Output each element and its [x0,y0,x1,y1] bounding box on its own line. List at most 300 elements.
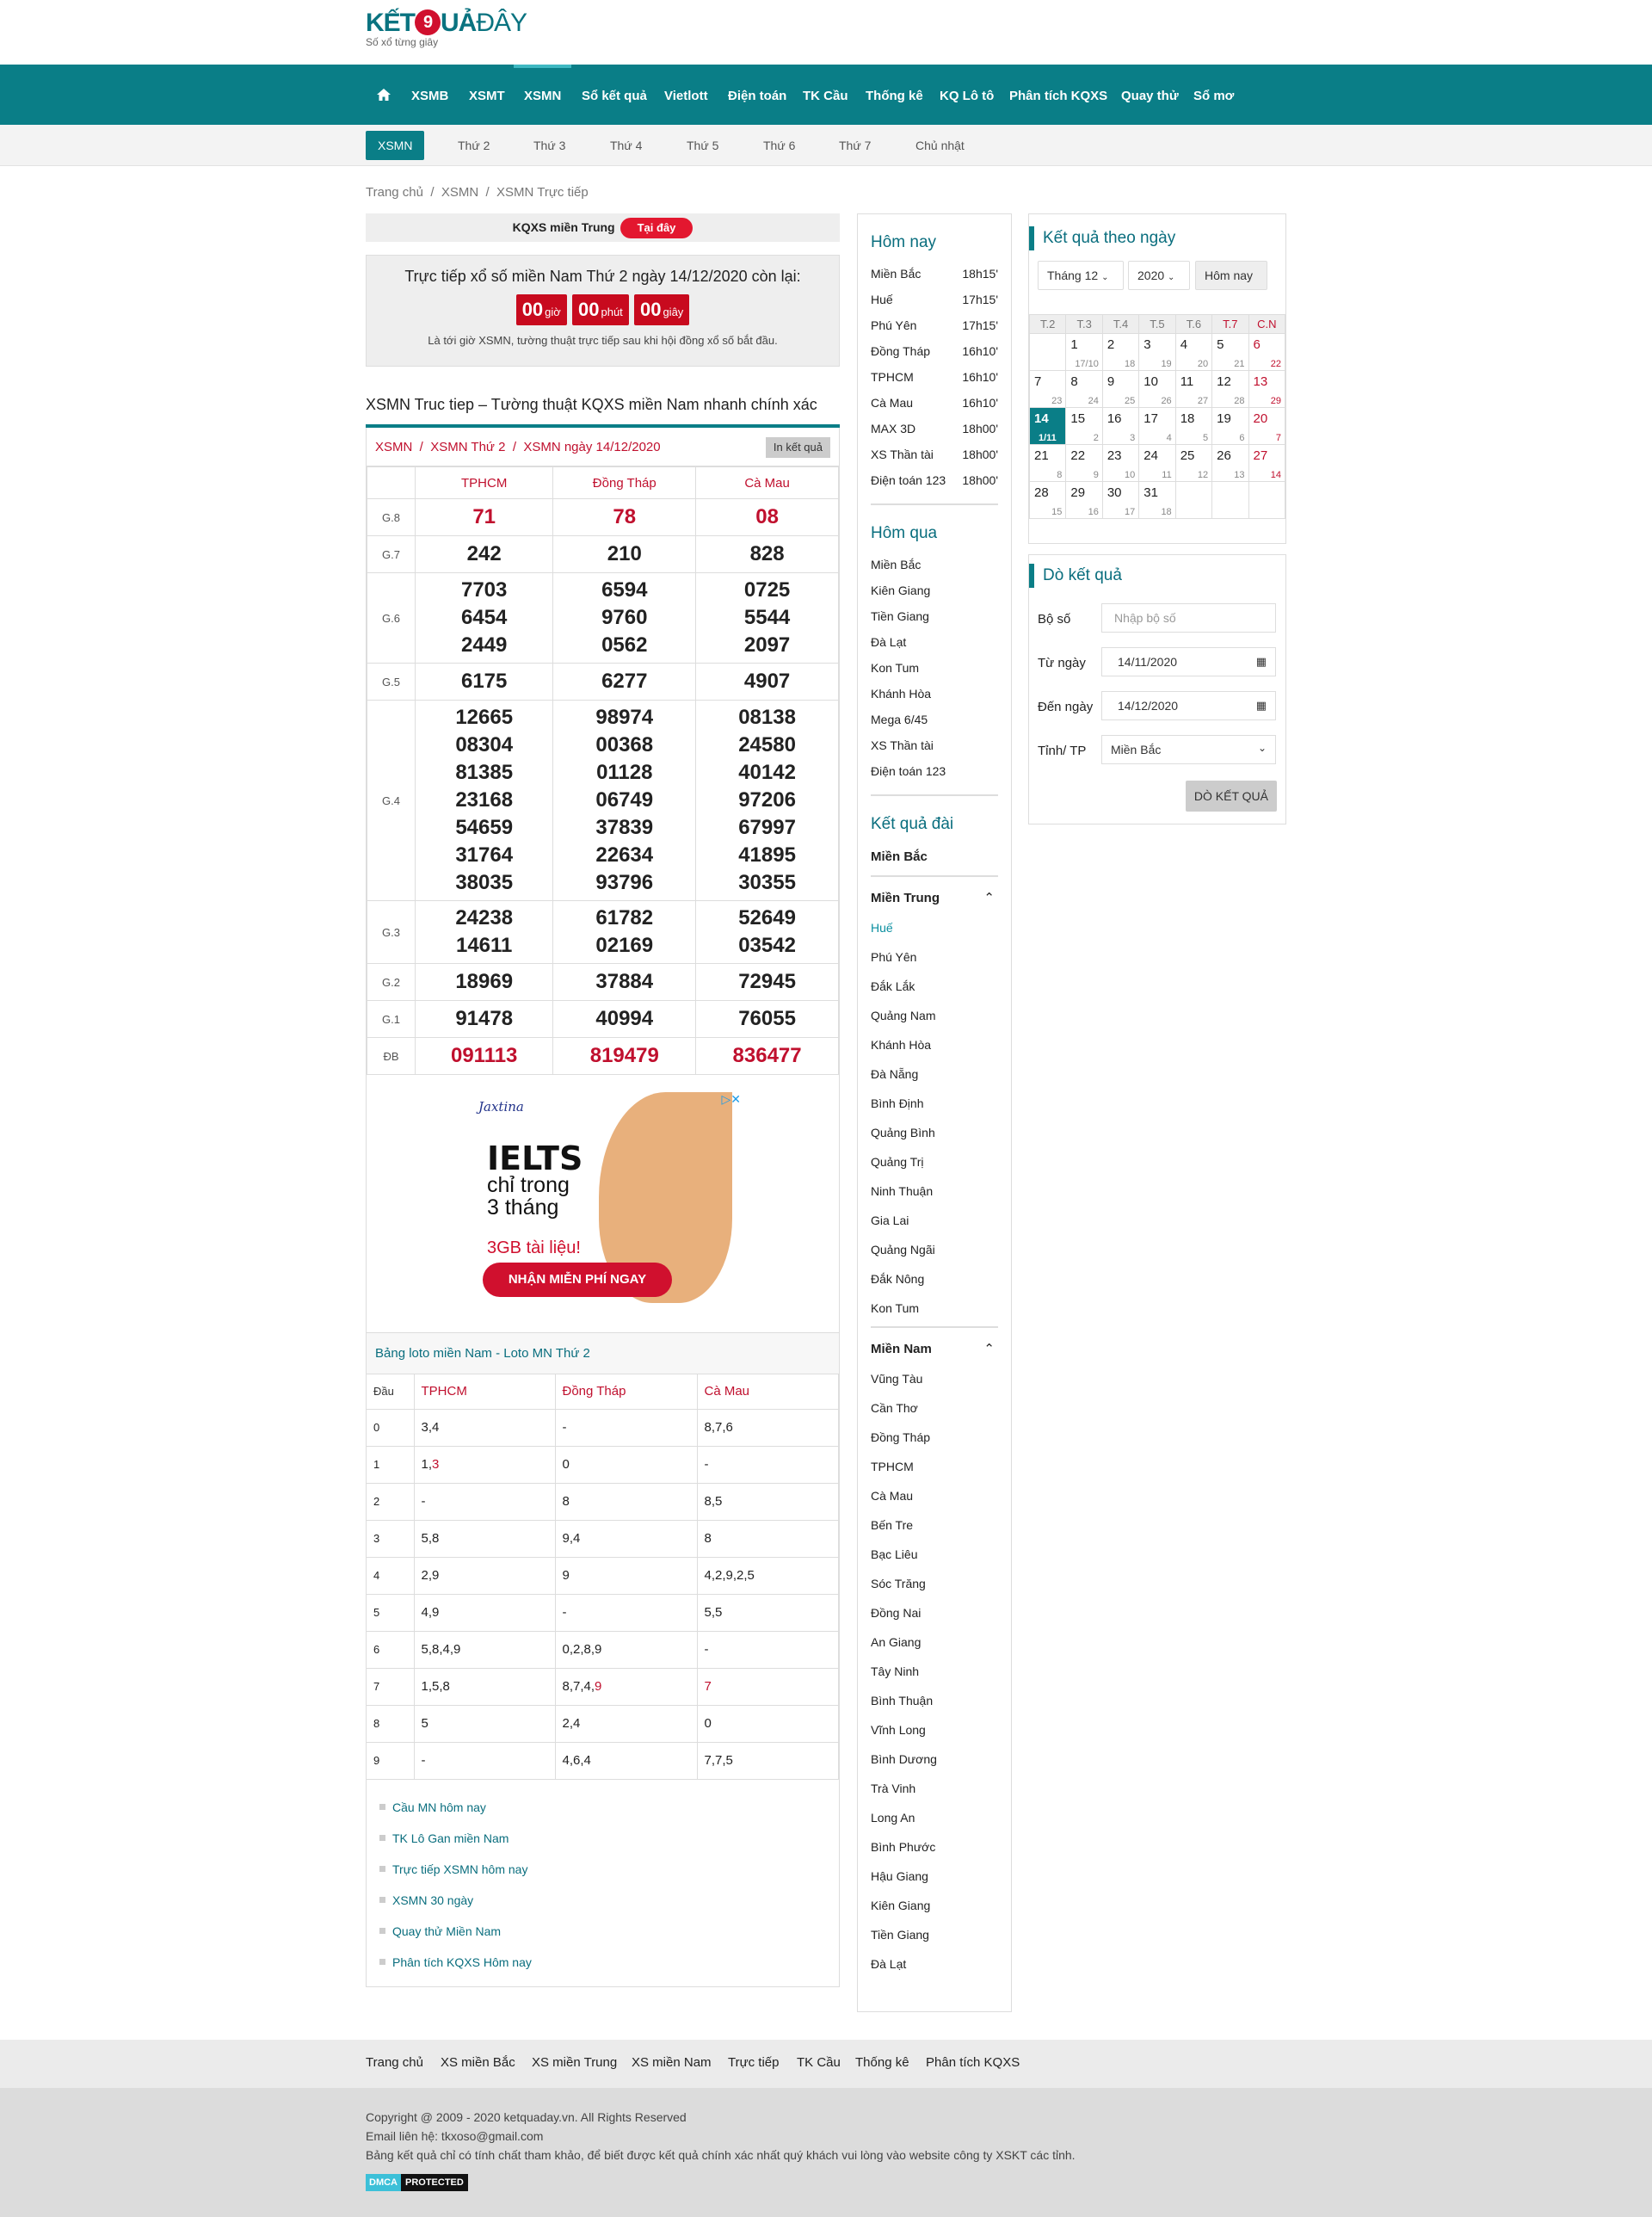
calendar-grid [1029,314,1285,519]
prize-label: G.5 [367,664,416,701]
prize-cell [553,664,696,701]
loto-head-digit: 7 [367,1668,414,1705]
loto-digits: 8,7,4, [562,1679,595,1694]
station-item[interactable]: Bạc Liêu [871,1547,918,1561]
calendar-day[interactable] [1102,371,1138,408]
calendar-day[interactable] [1139,408,1175,445]
calendar-day[interactable] [1139,482,1175,519]
to-date-input[interactable]: 14/12/2020 ▦ [1101,691,1276,720]
station-item[interactable]: Tây Ninh [871,1664,920,1678]
loto-cell [697,1446,839,1483]
calendar-day-number: 9 [1106,374,1115,389]
today-item[interactable] [871,467,998,493]
loto-head-digit: 4 [367,1557,414,1594]
station-item[interactable]: Đắk Lắk [871,979,915,993]
link-30-ngay[interactable]: XSMN 30 ngày [392,1893,474,1907]
today-item[interactable] [871,364,998,390]
station-item[interactable]: Đà Nẵng [871,1067,919,1081]
loto-digits: 1, [421,1457,433,1472]
station-item[interactable]: Đồng Nai [871,1606,922,1620]
station-item[interactable]: Trà Vinh [871,1782,916,1795]
station-item[interactable]: Quảng Bình [871,1126,935,1139]
prize-number: 08304 [455,733,514,756]
results-box [366,428,840,1987]
results-crumb-thu2[interactable]: XSMN Thứ 2 [430,440,506,454]
footer-link[interactable]: XS miền Nam [632,2055,712,2070]
calendar-lunar-date: 24 [1088,396,1099,406]
to-label: Đến ngày [1038,700,1094,714]
station-item[interactable]: Bình Dương [871,1752,937,1766]
footer-link[interactable]: TK Cầu [797,2055,841,2070]
footer-link[interactable]: Trực tiếp [728,2055,780,2070]
footer [0,2088,1652,2217]
calendar-lunar-date: 21 [1234,359,1245,369]
calendar-day[interactable] [1212,445,1248,482]
calendar-day[interactable] [1175,408,1211,445]
home-icon[interactable] [376,65,391,125]
today-item[interactable] [871,442,998,467]
prize-number: 91478 [455,1007,514,1030]
breadcrumb-xsmn[interactable]: XSMN [441,185,479,200]
calendar-day[interactable] [1175,334,1211,371]
disclaimer: Bảng kết quả chỉ có tính chất tham khảo, để biết được kết quả chính xác nhất quý khách vui lòng vào website công ty XSKT các tỉnh. [366,2148,1076,2162]
today-button[interactable]: Hôm nay [1195,261,1267,290]
today-item-time: 16h10' [962,344,998,358]
loto-header: TPHCM [414,1374,555,1409]
month-select[interactable]: Tháng 12 ⌄ [1038,261,1124,290]
subnav-thu-6[interactable]: Thứ 6 [763,139,796,152]
header [0,0,1652,65]
nav-dien-toan[interactable]: Điện toán [728,89,787,103]
calendar-day[interactable] [1139,445,1175,482]
loto-digits: 0 [704,1716,712,1731]
calendar-icon[interactable]: ▦ [1255,699,1267,712]
ad-brand: Jaxtina [478,1099,524,1115]
tai-day-button[interactable]: Tại đây [620,218,693,238]
subnav-thu-5[interactable]: Thứ 5 [687,139,719,152]
prize-row [367,536,839,573]
prize-cell [416,701,553,901]
station-item[interactable]: Bến Tre [871,1518,914,1532]
calendar-day[interactable] [1248,334,1285,371]
stations-title: Kết quả đài [871,815,954,833]
calendar-day[interactable] [1139,371,1175,408]
calendar-day[interactable] [1030,408,1066,445]
calendar-day-number: 12 [1217,374,1231,389]
weekday-label: T.2 [1030,315,1066,334]
station-item[interactable]: Phú Yên [871,950,917,964]
loto-digits: - [562,1420,567,1435]
prize-cell [553,499,696,536]
prize-number: 6277 [601,670,648,693]
sub-nav [0,125,1652,166]
prize-number: 30355 [738,871,796,894]
copyright: Copyright @ 2009 - 2020 ketquaday.vn. All Rights Reserved [366,2110,687,2124]
prize-row [367,964,839,1001]
ad-close-icon[interactable]: ▷✕ [721,1092,741,1106]
calendar-day-number: 25 [1180,448,1195,463]
prize-number: 38035 [455,871,514,894]
prize-number: 71 [472,505,496,528]
nav-tk-cau[interactable]: TK Cầu [803,89,848,103]
loto-digits: 7 [704,1679,712,1694]
region-mien-bac[interactable]: Miền Bắc [871,849,928,864]
footer-link[interactable]: XS miền Bắc [441,2055,515,2070]
calendar-lunar-date: 10 [1125,470,1136,480]
yesterday-item[interactable]: Miền Bắc [871,558,922,571]
footer-link[interactable]: Phân tích KQXS [926,2055,1020,2070]
prize-number: 836477 [732,1044,802,1067]
from-label: Từ ngày [1038,656,1086,670]
station-item[interactable]: Long An [871,1811,915,1825]
contact-email: Email liên hệ: tkxoso@gmail.com [366,2129,544,2143]
nav-phan-tich[interactable]: Phân tích KQXS [1009,89,1108,103]
loto-cell [697,1631,839,1668]
calendar-day[interactable] [1066,408,1102,445]
prize-number: 2097 [743,633,791,657]
station-item[interactable]: Quảng Ngãi [871,1243,935,1257]
prize-number: 5544 [743,606,791,629]
loto-cell [414,1557,555,1594]
calendar-lunar-date: 27 [1197,396,1209,406]
prize-row [367,573,839,664]
ad-cta-button[interactable]: NHẬN MIỄN PHÍ NGAY [483,1263,672,1297]
prize-number: 98974 [595,706,654,729]
station-item[interactable]: Huế [871,921,893,935]
link-quay-thu[interactable]: Quay thử Miền Nam [392,1924,502,1938]
loto-digits: 7,7,5 [704,1753,733,1768]
yesterday-item[interactable]: Tiền Giang [871,609,929,623]
station-item[interactable]: Quảng Nam [871,1009,936,1022]
calendar-lunar-date: 7 [1275,433,1281,443]
today-item[interactable] [871,261,998,287]
today-item-time: 18h15' [962,267,998,281]
results-crumb-xsmn[interactable]: XSMN [375,440,413,454]
prize-number: 37839 [595,816,654,839]
loto-table [367,1374,839,1780]
prize-cell [416,1038,553,1075]
station-item[interactable]: Quảng Trị [871,1155,924,1169]
breadcrumb: Trang chủ / XSMN / XSMN Trực tiếp [366,185,589,200]
nav-quay-thu[interactable]: Quay thử [1121,89,1179,103]
search-submit-button[interactable]: DÒ KẾT QUẢ [1186,781,1277,812]
loto-digits: 4,6,4 [562,1753,591,1768]
prize-cell [553,536,696,573]
station-item[interactable]: Đồng Tháp [871,1430,931,1444]
calendar-day[interactable] [1248,408,1285,445]
nav-xsmn[interactable]: XSMN [514,65,571,125]
province-header[interactable]: Cà Mau [696,467,839,499]
calendar-day-number: 8 [1070,374,1078,389]
link-cau-mn[interactable]: Cầu MN hôm nay [392,1800,486,1814]
link-phan-tich[interactable]: Phân tích KQXS Hôm nay [392,1955,532,1969]
nav-vietlott[interactable]: Vietlott [664,89,708,103]
calendar-day-number: 22 [1070,448,1086,463]
link-truc-tiep[interactable]: Trực tiếp XSMN hôm nay [392,1862,528,1876]
calendar-day[interactable] [1066,482,1102,519]
loto-cell [697,1742,839,1779]
prize-cell [416,573,553,664]
loto-digits: 8,7,6 [704,1420,733,1435]
subnav-thu-4[interactable]: Thứ 4 [610,139,643,152]
loto-digits: 2,9 [421,1568,440,1583]
nav-thong-ke[interactable]: Thống kê [866,89,923,103]
station-item[interactable]: Bình Thuận [871,1694,934,1708]
today-item-name: Huế [871,293,893,306]
calendar-lunar-date: 18 [1161,507,1172,517]
calendar-day-number: 10 [1143,374,1158,389]
prize-cell [696,573,839,664]
region-mien-nam[interactable]: Miền Nam ⌃ [871,1335,998,1364]
calendar-day-number: 5 [1217,337,1224,352]
yesterday-item[interactable]: Mega 6/45 [871,713,928,726]
prize-number: 6175 [460,670,508,693]
numbers-label: Bộ số [1038,612,1071,627]
calendar-day[interactable] [1066,445,1102,482]
calendar-day-number: 17 [1143,411,1158,426]
calendar-day[interactable] [1030,371,1066,408]
prize-cell [416,901,553,964]
today-item-name: MAX 3D [871,422,916,435]
subnav-thu-2[interactable]: Thứ 2 [458,139,490,152]
loto-cell [697,1705,839,1742]
prize-cell [553,1001,696,1038]
prize-cell [696,536,839,573]
calendar-day[interactable] [1175,445,1211,482]
today-item[interactable] [871,338,998,364]
subnav-thu-3[interactable]: Thứ 3 [533,139,566,152]
calendar-day[interactable] [1212,408,1248,445]
station-sidebar [857,213,1012,2012]
loto-digits: 8 [704,1531,712,1546]
yesterday-item[interactable]: Đà Lạt [871,635,907,649]
prize-number: 23168 [455,788,514,812]
loto-digits: 0 [562,1457,570,1472]
prize-number: 97206 [738,788,796,812]
loto-row [367,1705,839,1742]
breadcrumb-home[interactable]: Trang chủ [366,185,423,200]
calendar-day[interactable] [1248,445,1285,482]
footer-link[interactable]: Thống kê [855,2055,909,2070]
calendar-day-number: 13 [1253,374,1268,389]
prize-number: 06749 [595,788,654,812]
nav-so-mo[interactable]: Sổ mơ [1193,89,1235,103]
print-results-button[interactable]: In kết quả [766,437,830,458]
calendar-day[interactable] [1102,334,1138,371]
calendar-day[interactable] [1212,371,1248,408]
calendar-day-number: 2 [1106,337,1115,352]
calendar-lunar-date: 5 [1202,433,1209,443]
nav-kq-lo-to[interactable]: KQ Lô tô [940,89,995,103]
calendar-day-number: 27 [1253,448,1268,463]
from-date-input[interactable]: 14/11/2020 ▦ [1101,647,1276,676]
footer-link[interactable]: XS miền Trung [532,2055,618,2070]
station-item[interactable]: Tiền Giang [871,1928,929,1942]
loto-cell [414,1705,555,1742]
numbers-input[interactable]: Nhập bộ số [1101,603,1276,633]
station-item[interactable]: Hậu Giang [871,1869,928,1883]
loto-cell [697,1557,839,1594]
station-item[interactable]: Vũng Tàu [871,1372,923,1386]
station-item[interactable]: Vĩnh Long [871,1723,926,1737]
yesterday-item[interactable]: Khánh Hòa [871,687,932,701]
calendar-day[interactable] [1030,482,1066,519]
prize-number: 091113 [450,1044,518,1067]
subnav-thu-7[interactable]: Thứ 7 [839,139,872,152]
prize-number: 40142 [738,761,796,784]
right-sidebar [1028,213,1286,824]
calendar-day-number: 6 [1253,337,1261,352]
calendar-day[interactable] [1102,482,1138,519]
station-item[interactable]: Bình Định [871,1096,924,1110]
yesterday-item[interactable]: Kon Tum [871,661,920,675]
prize-number: 14611 [455,934,513,957]
loto-digits: - [421,1494,426,1509]
loto-cell [697,1520,839,1557]
station-item[interactable]: Cà Mau [871,1489,914,1503]
prize-cell [416,499,553,536]
yesterday-title: Hôm qua [871,524,938,542]
loto-cell [414,1631,555,1668]
station-item[interactable]: Cần Thơ [871,1401,918,1415]
prize-label: G.8 [367,499,416,536]
prize-label: ĐB [367,1038,416,1075]
loto-digits: 4,9 [421,1605,440,1620]
prize-cell [553,701,696,901]
yesterday-item[interactable]: XS Thần tài [871,738,934,752]
calendar-day[interactable] [1102,408,1138,445]
calendar-day[interactable] [1030,445,1066,482]
nav-xsmb[interactable]: XSMB [411,89,449,103]
calendar-day[interactable] [1248,371,1285,408]
results-crumb-date[interactable]: XSMN ngày 14/12/2020 [523,440,661,454]
loto-digits: 3 [432,1457,440,1472]
link-lo-gan[interactable]: TK Lô Gan miền Nam [392,1831,509,1845]
subnav-xsmn[interactable]: XSMN [366,131,424,160]
prize-number: 08138 [738,706,796,729]
yesterday-item[interactable]: Kiên Giang [871,584,931,597]
loto-digits: 5,5 [704,1605,723,1620]
station-item[interactable]: Ninh Thuận [871,1184,934,1198]
loto-digits: 1,5,8 [421,1679,450,1694]
station-item[interactable]: Đà Lạt [871,1957,907,1971]
loto-header: Đồng Tháp [555,1374,697,1409]
results-breadcrumb: XSMN / XSMN Thứ 2 / XSMN ngày 14/12/2020 In kết quả [367,428,839,466]
calendar-day-number: 20 [1253,411,1268,426]
calendar-week [1030,408,1285,445]
site-logo[interactable]: KẾT 9 UẢĐÂY Số xổ từng giây [366,9,538,56]
calendar-day[interactable] [1175,371,1211,408]
calendar-widget [1028,213,1286,544]
loto-head-digit: 8 [367,1705,414,1742]
calendar-lunar-date: 17/10 [1075,359,1099,369]
province-header[interactable]: TPHCM [416,467,553,499]
loto-cell [697,1409,839,1446]
calendar-day[interactable] [1102,445,1138,482]
prize-number: 31764 [455,843,514,867]
station-item[interactable]: Kiên Giang [871,1899,931,1912]
station-item[interactable]: TPHCM [871,1460,914,1473]
calendar-week [1030,371,1285,408]
province-label: Tỉnh/ TP [1038,744,1087,758]
station-item[interactable]: Bình Phước [871,1840,936,1854]
loto-digits: - [562,1605,567,1620]
calendar-day[interactable] [1139,334,1175,371]
prize-number: 24238 [455,906,514,929]
province-header[interactable]: Đồng Tháp [553,467,696,499]
station-item[interactable]: Kon Tum [871,1301,920,1315]
nav-so-ket-qua[interactable]: Sổ kết quả [582,89,647,103]
prize-number: 12665 [455,706,514,729]
calendar-empty [1030,334,1066,371]
prize-number: 6594 [601,578,648,602]
calendar-day[interactable] [1066,371,1102,408]
calendar-icon[interactable]: ▦ [1255,655,1267,668]
station-item[interactable]: Khánh Hòa [871,1038,932,1052]
station-item[interactable]: Sóc Trăng [871,1577,926,1590]
prize-row [367,1001,839,1038]
related-links [367,1780,839,1986]
subnav-chu-nhat[interactable]: Chủ nhật [915,139,965,152]
prize-cell [553,964,696,1001]
loto-digits: 5,8,4,9 [421,1642,461,1657]
today-item[interactable] [871,312,998,338]
loto-digits: - [704,1642,709,1657]
station-item[interactable]: An Giang [871,1635,922,1649]
station-item[interactable]: Gia Lai [871,1213,909,1227]
weekday-label: T.4 [1102,315,1138,334]
station-item[interactable]: Đắk Nông [871,1272,925,1286]
calendar-lunar-date: 26 [1161,396,1172,406]
prize-number: 76055 [738,1007,796,1030]
calendar-lunar-date: 23 [1051,396,1063,406]
year-select[interactable]: 2020 ⌄ [1128,261,1190,290]
prize-cell [696,901,839,964]
calendar-day[interactable] [1212,334,1248,371]
prize-row [367,1038,839,1075]
yesterday-item[interactable]: Điện toán 123 [871,764,946,778]
calendar-empty [1248,482,1285,519]
province-select[interactable]: Miền Bắc ⌄ [1101,735,1276,764]
today-item[interactable] [871,287,998,312]
ad-headline: IELTS [487,1139,583,1177]
calendar-week [1030,334,1285,371]
footer-link[interactable]: Trang chủ [366,2055,423,2070]
loto-head-digit: 3 [367,1520,414,1557]
prize-number: 03542 [738,934,796,957]
calendar-lunar-date: 28 [1234,396,1245,406]
today-item[interactable] [871,416,998,442]
weekday-label: T.6 [1175,315,1211,334]
today-title: Hôm nay [871,233,937,251]
countdown-title: Trực tiếp xổ số miền Nam Thứ 2 ngày 14/12/2020 còn lại: [404,268,801,285]
prize-label: G.4 [367,701,416,901]
nav-xsmt[interactable]: XSMT [469,89,505,103]
today-item-name: Miền Bắc [871,267,922,281]
calendar-day[interactable] [1066,334,1102,371]
loto-row [367,1409,839,1446]
prize-cell [553,901,696,964]
loto-cell [555,1483,697,1520]
today-item[interactable] [871,390,998,416]
advertisement[interactable] [367,1075,839,1333]
loto-digits: 2,4 [562,1716,581,1731]
ad-subheadline: chỉ trong 3 tháng [487,1173,570,1220]
calendar-lunar-date: 6 [1239,433,1245,443]
dmca-badge[interactable]: DMCA PROTECTED [366,2174,469,2191]
loto-digits: 8,5 [704,1494,723,1509]
region-mien-trung[interactable]: Miền Trung ⌃ [871,884,998,913]
